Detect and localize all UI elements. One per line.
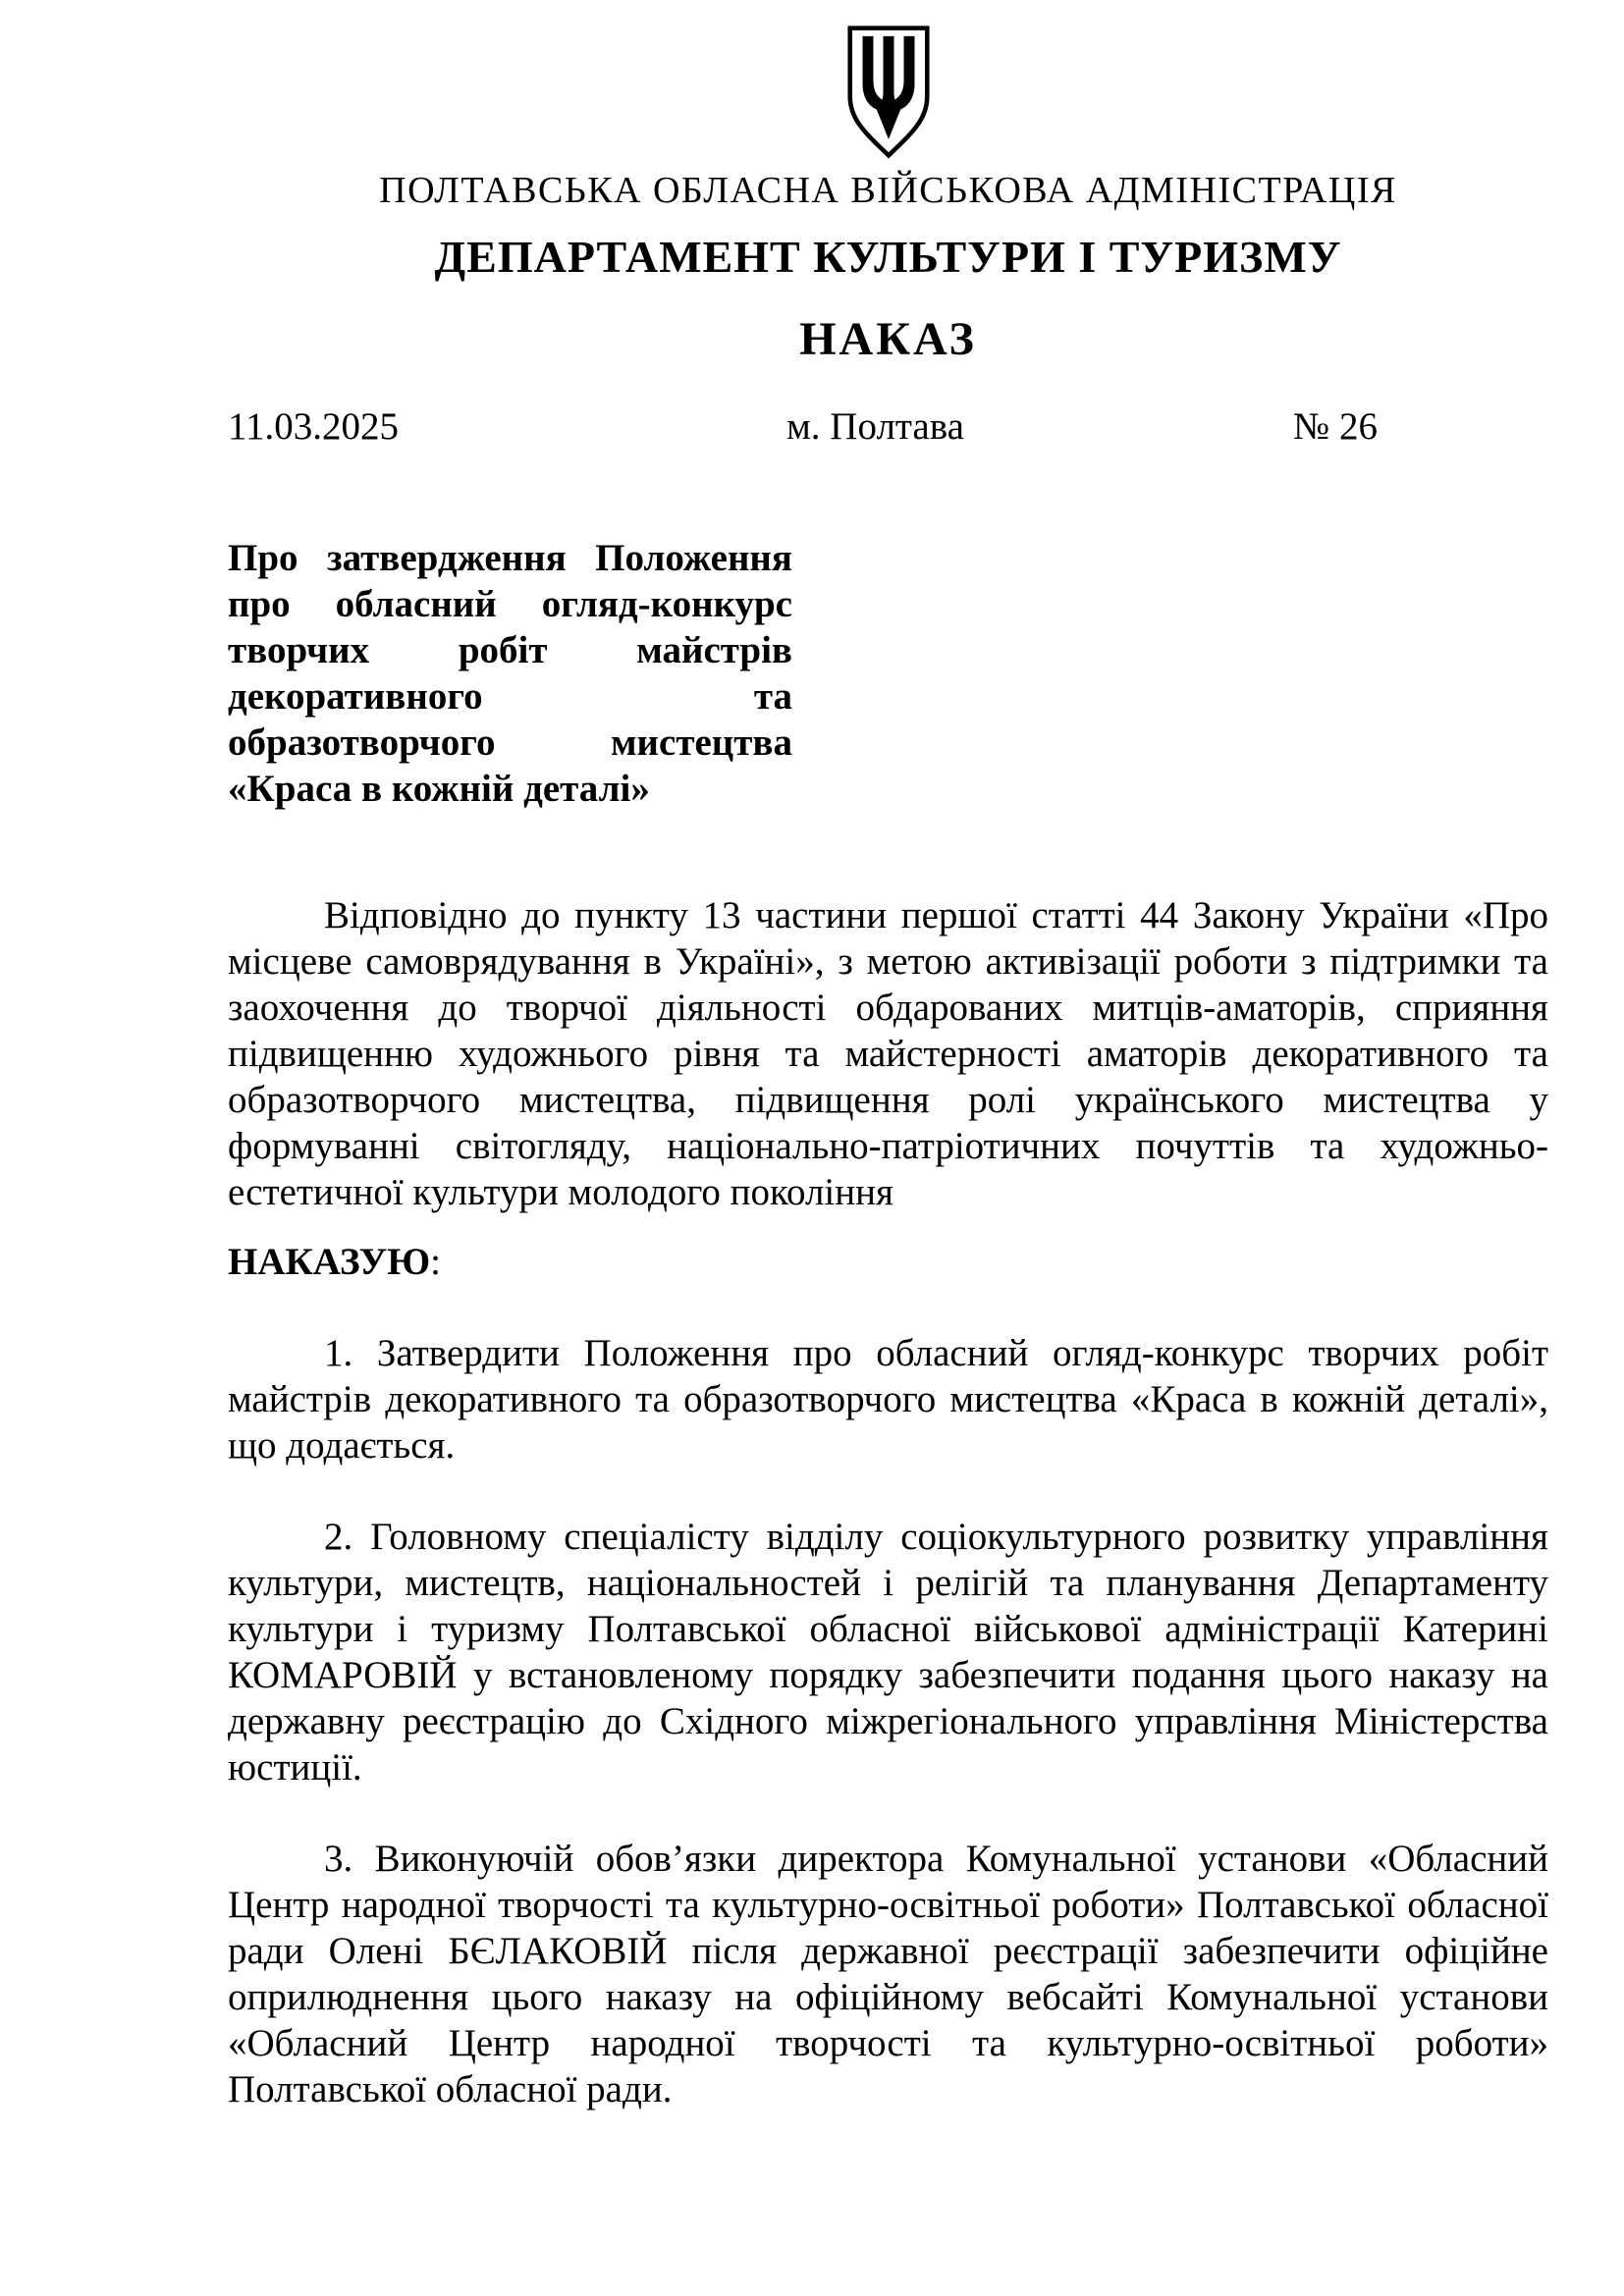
- document-date: 11.03.2025: [228, 405, 400, 449]
- department-name: ДЕПАРТАМЕНТ КУЛЬТУРИ І ТУРИЗМУ: [434, 231, 1342, 282]
- order-heading-colon: :: [430, 1240, 441, 1283]
- document-type-title: НАКАЗ: [799, 313, 977, 366]
- document-place: м. Полтава: [786, 405, 964, 449]
- organization-name: ПОЛТАВСЬКА ОБЛАСНА ВІЙСЬКОВА АДМІНІСТРАЦІЯ: [379, 170, 1397, 211]
- order-item-1: 1. Затвердити Положення про обласний огляд-конкурс творчих робіт майстрів декоративного та образотворчого мистецтва «Краса в кожній деталі», що додається.: [228, 1331, 1548, 1467]
- document-content: [0, 25, 1624, 2112]
- order-item-3: 3. Виконуючій обов’язки директора Комунальної установи «Обласний Центр народної творчості та культурно-освітньої роботи» Полтавської обласної ради Олені БЄЛАКОВІЙ після державної реєстрації забезпечити офіційне оприлюднення цього наказу на офіційному вебсайті Комунальної установи «Обласний Центр народної творчості та культурно-освітньої роботи» Полтавської обласної ради.: [228, 1837, 1548, 2110]
- order-heading-word: НАКАЗУЮ: [228, 1240, 431, 1283]
- document-subject: Про затвердження Положення про обласний огляд-конкурс творчих робіт майстрів декоративного та образотворчого мистецтва «Краса в кожній деталі»: [228, 536, 792, 810]
- document-meta-row: [228, 406, 1548, 449]
- order-heading: [228, 1239, 1548, 1285]
- preamble-paragraph: Відповідно до пункту 13 частини першої статті 44 Закону України «Про місцеве самоврядування в Україні», з метою активізації роботи з підтримки та заохочення до творчої діяльності обдарованих митців-аматорів, сприяння підвищенню художнього рівня та майстерності аматорів декоративного та образотворчого мистецтва, підвищення ролі українського мистецтва у формуванні світогляду, національно-патріотичних почуттів та художньо-естетичної культури молодого покоління: [228, 893, 1548, 1213]
- order-item-2: 2. Головному спеціалісту відділу соціокультурного розвитку управління культури, мистецтв, національностей і релігій та планування Департаменту культури і туризму Полтавської обласної військової адміністрації Катерині КОМАРОВІЙ у встановленому порядку забезпечити подання цього наказу на державну реєстрацію до Східного міжрегіонального управління Міністерства юстиції.: [228, 1515, 1548, 1789]
- document-number: № 26: [1293, 405, 1378, 449]
- ukraine-trident-icon: [843, 25, 934, 159]
- coat-of-arms: [843, 25, 934, 159]
